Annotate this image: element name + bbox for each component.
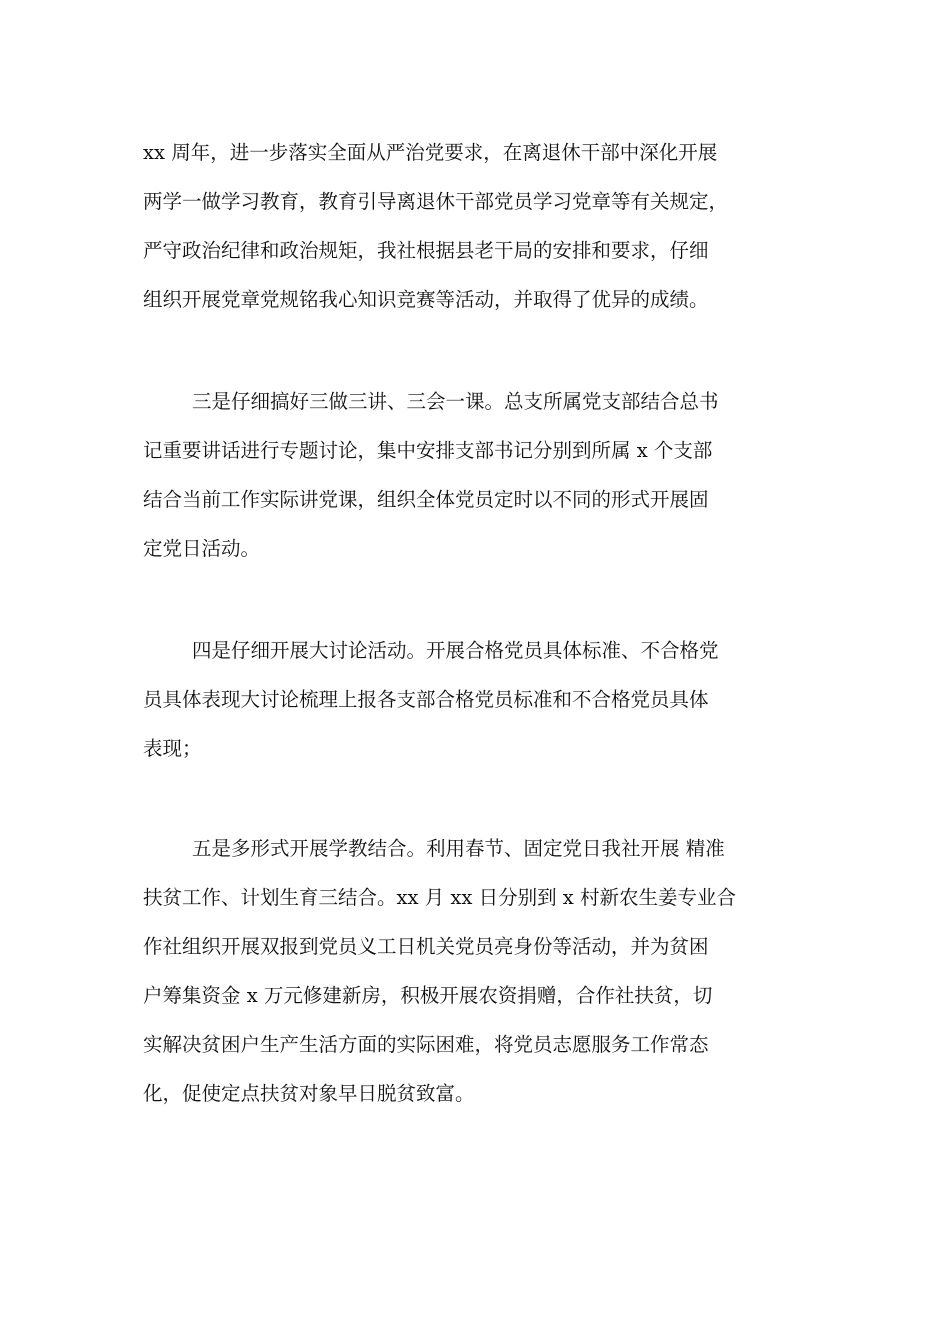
paragraph-1-line-1: xx 周年，进一步落实全面从严治党要求，在离退休干部中深化开展 — [143, 141, 718, 164]
paragraph-4-line-4: 户筹集资金 x 万元修建新房，积极开展农资捐赠，合作社扶贫，切 — [143, 984, 713, 1007]
paragraph-2-line-3: 结合当前工作实际讲党课，组织全体党员定时以不同的形式开展固 — [143, 488, 709, 511]
paragraph-2-line-1: 三是仔细搞好三做三讲、三会一课。总支所属党支部结合总书 — [192, 390, 719, 413]
paragraph-4-line-1: 五是多形式开展学教结合。利用春节、固定党日我社开展 精准 — [192, 837, 725, 860]
paragraph-3-line-1: 四是仔细开展大讨论活动。开展合格党员具体标准、不合格党 — [192, 639, 719, 662]
paragraph-4-line-3: 作社组织开展双报到党员义工日机关党员亮身份等活动，并为贫困 — [143, 935, 709, 958]
paragraph-4-line-6: 化，促使定点扶贫对象早日脱贫致富。 — [143, 1082, 475, 1105]
paragraph-1-line-3: 严守政治纪律和政治规矩，我社根据县老干局的安排和要求，仔细 — [143, 239, 709, 262]
paragraph-2-line-4: 定党日活动。 — [143, 537, 261, 560]
paragraph-1-line-4: 组织开展党章党规铭我心知识竞赛等活动，并取得了优异的成绩。 — [143, 288, 709, 311]
paragraph-1-line-2: 两学一做学习教育，教育引导离退休干部党员学习党章等有关规定， — [143, 190, 729, 213]
paragraph-4-line-2: 扶贫工作、计划生育三结合。xx 月 xx 日分别到 x 村新农生姜专业合 — [143, 886, 736, 909]
paragraph-2-line-2: 记重要讲话进行专题讨论，集中安排支部书记分别到所属 x 个支部 — [143, 439, 713, 462]
paragraph-3-line-3: 表现； — [143, 737, 202, 760]
paragraph-3-line-2: 员具体表现大讨论梳理上报各支部合格党员标准和不合格党员具体 — [143, 688, 709, 711]
paragraph-4-line-5: 实解决贫困户生产生活方面的实际困难，将党员志愿服务工作常态 — [143, 1033, 709, 1056]
